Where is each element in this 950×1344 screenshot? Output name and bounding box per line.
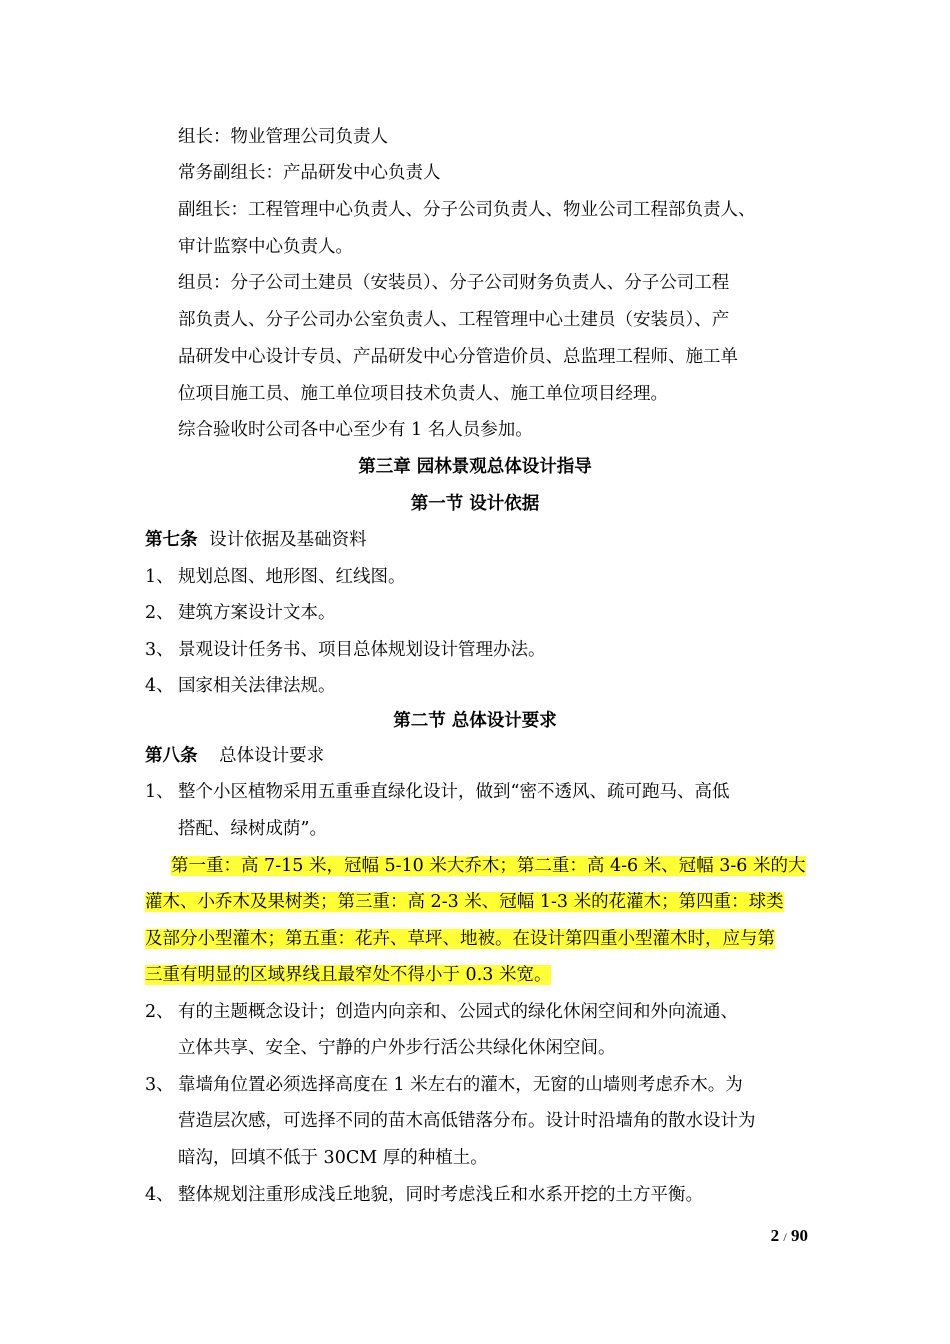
members-line-1: 组员：分子公司土建员（安装员）、分子公司财务负责人、分子公司工程 xyxy=(178,273,730,293)
article-eight xyxy=(145,743,324,769)
requirement-item-3 xyxy=(145,1072,743,1098)
highlighted-text: 第一重：高 7-15 米，冠幅 5-10 米大乔木；第二重：高 4-6 米、冠幅 3-6 米的大 xyxy=(171,856,806,876)
basis-item xyxy=(145,637,546,663)
basis-item-text: 景观设计任务书、项目总体规划设计管理办法。 xyxy=(178,640,546,660)
members-line-3: 品研发中心设计专员、产品研发中心分管造价员、总监理工程师、施工单 xyxy=(178,347,738,367)
deputy-leader-line-2: 审计监察中心负责人。 xyxy=(178,237,353,257)
page-total: 90 xyxy=(791,1226,808,1245)
requirement-item-1 xyxy=(145,779,729,805)
basis-item xyxy=(145,600,336,626)
article-eight-text: 总体设计要求 xyxy=(219,746,325,766)
requirement-3-continued-1: 营造层次感，可选择不同的苗木高低错落分布。设计时沿墙角的散水设计为 xyxy=(178,1111,756,1131)
basis-item-number: 2、 xyxy=(145,603,174,623)
basis-item-number: 3、 xyxy=(145,640,174,660)
members-line-2: 部负责人、分子公司办公室负责人、工程管理中心土建员（安装员）、产 xyxy=(178,310,730,330)
requirement-item-2 xyxy=(145,999,738,1025)
requirement-3-continued-2: 暗沟，回填不低于 30CM 厚的种植土。 xyxy=(178,1148,488,1168)
requirement-number: 2、 xyxy=(145,1002,174,1022)
page-number xyxy=(720,1226,808,1246)
requirement-number: 1、 xyxy=(145,782,174,802)
basis-item-text: 建筑方案设计文本。 xyxy=(178,603,336,623)
requirement-text: 靠墙角位置必须选择高度在 1 米左右的灌木，无窗的山墙则考虑乔木。为 xyxy=(178,1075,743,1095)
article-seven-text: 设计依据及基础资料 xyxy=(209,530,367,550)
basis-item-number: 1、 xyxy=(145,567,174,587)
article-seven-label: 第七条 xyxy=(145,530,198,550)
requirement-text: 有的主题概念设计；创造内向亲和、公园式的绿化休闲空间和外向流通、 xyxy=(178,1002,738,1022)
acceptance-note: 综合验收时公司各中心至少有 1 名人员参加。 xyxy=(178,420,533,440)
basis-item xyxy=(145,564,406,590)
highlighted-line-1 xyxy=(171,853,806,879)
basis-item-text: 国家相关法律法规。 xyxy=(178,676,336,696)
highlighted-line-4 xyxy=(145,962,551,988)
requirement-number: 3、 xyxy=(145,1075,174,1095)
basis-item-text: 规划总图、地形图、红线图。 xyxy=(178,567,406,587)
requirement-2-continued: 立体共享、安全、宁静的户外步行活公共绿化休闲空间。 xyxy=(178,1038,616,1058)
requirement-text: 整个小区植物采用五重垂直绿化设计，做到“密不透风、疏可跑马、高低 xyxy=(178,782,730,802)
highlighted-line-3 xyxy=(145,926,775,952)
basis-item xyxy=(145,673,336,699)
requirement-item-4 xyxy=(145,1182,703,1208)
section-title-requirements: 第二节 总体设计要求 xyxy=(393,711,557,731)
deputy-leader-line-1: 副组长：工程管理中心负责人、分子公司负责人、物业公司工程部负责人、 xyxy=(178,200,756,220)
page-current: 2 xyxy=(770,1226,780,1245)
basis-item-number: 4、 xyxy=(145,676,174,696)
section-title-basis: 第一节 设计依据 xyxy=(410,494,540,514)
members-line-4: 位项目施工员、施工单位项目技术负责人、施工单位项目经理。 xyxy=(178,384,668,404)
requirement-text: 整体规划注重形成浅丘地貌，同时考虑浅丘和水系开挖的土方平衡。 xyxy=(178,1185,703,1205)
chapter-title: 第三章 园林景观总体设计指导 xyxy=(358,457,592,477)
article-seven xyxy=(145,527,367,553)
team-leader-line: 组长：物业管理公司负责人 xyxy=(178,127,388,147)
requirement-1-continued: 搭配、绿树成荫”。 xyxy=(178,819,327,839)
executive-deputy-leader-line: 常务副组长：产品研发中心负责人 xyxy=(178,163,441,183)
highlighted-text: 灌木、小乔木及果树类；第三重：高 2-3 米、冠幅 1-3 米的花灌木；第四重：球类 xyxy=(145,892,784,912)
requirement-number: 4、 xyxy=(145,1185,174,1205)
highlighted-text: 三重有明显的区域界线且最窄处不得小于 0.3 米宽。 xyxy=(145,965,552,985)
page-separator: / xyxy=(783,1230,787,1244)
highlighted-text: 及部分小型灌木；第五重：花卉、草坪、地被。在设计第四重小型灌木时，应与第 xyxy=(145,929,775,949)
highlighted-line-2 xyxy=(145,889,784,915)
article-eight-label: 第八条 xyxy=(145,746,198,766)
